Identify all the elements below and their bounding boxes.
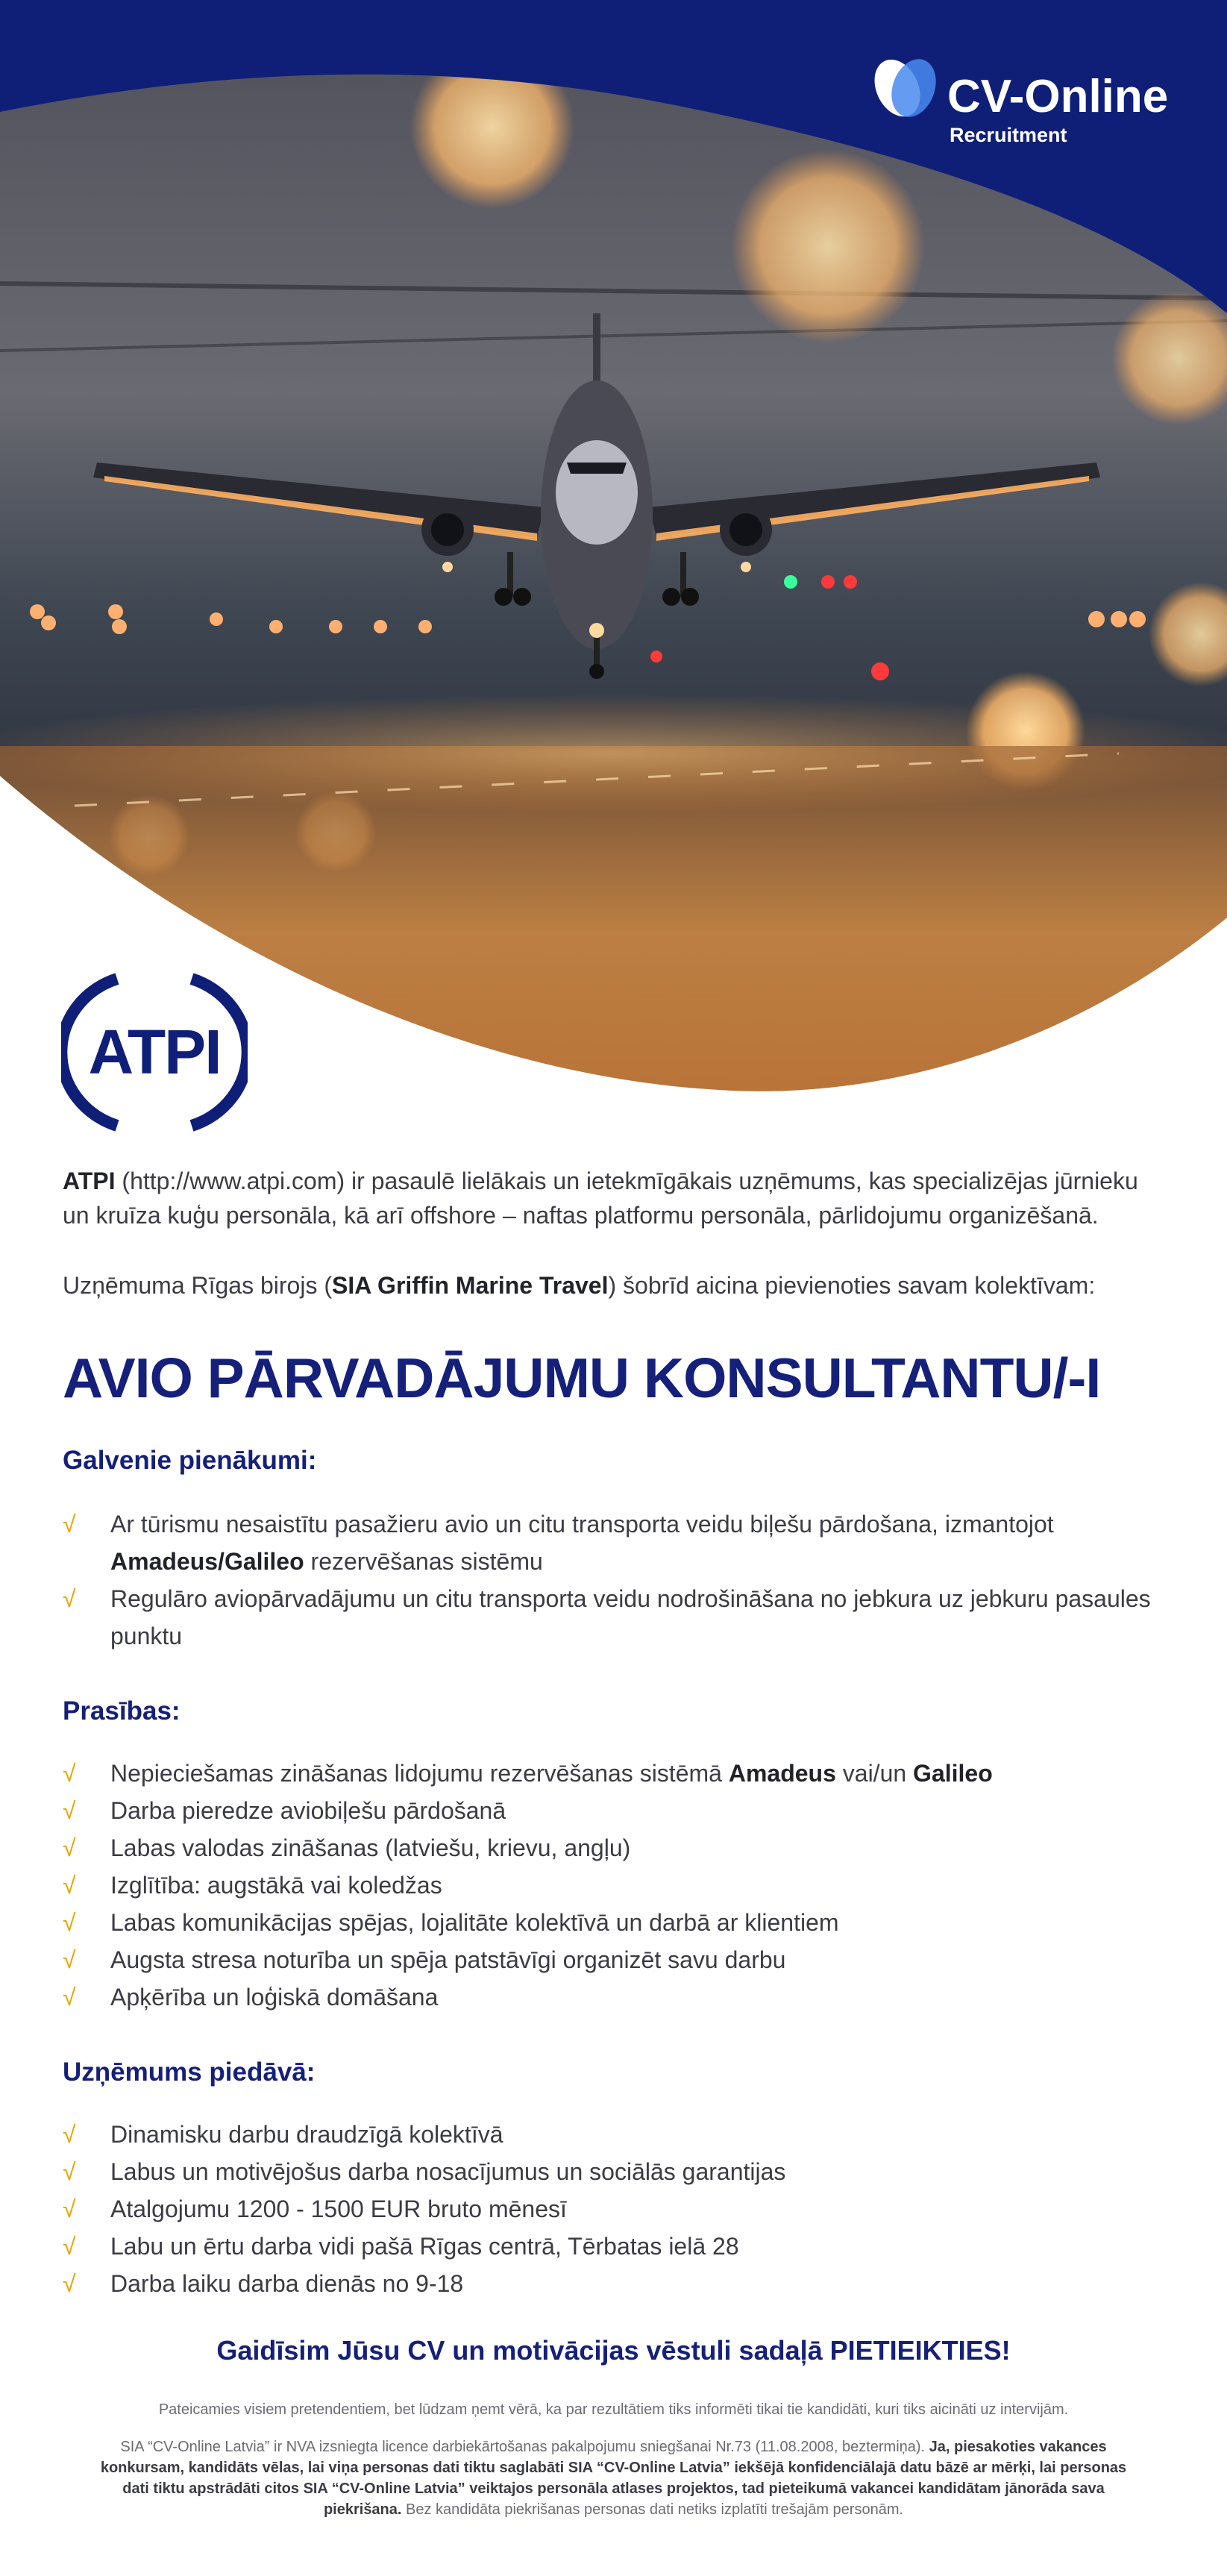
list-item xyxy=(63,1755,1167,1792)
footer-legal xyxy=(97,2436,1130,2520)
office-name: SIA Griffin Marine Travel xyxy=(332,1272,609,1299)
office-suffix: ) šobrīd aicina pievienoties savam kolektīvam: xyxy=(608,1272,1096,1299)
check-icon: √ xyxy=(63,1585,76,1612)
check-icon: √ xyxy=(63,2233,76,2260)
brand-name: CV-Online xyxy=(947,71,1169,122)
cv-online-logo-icon xyxy=(869,52,944,127)
office-prefix: Uzņēmuma Rīgas birojs ( xyxy=(63,1272,332,1299)
footer-thanks: Pateicamies visiem pretendentiem, bet lūdzam ņemt vērā, ka par rezultātiem tiks informēti tikai tie kandidāti, kuri tiks aicināti uz intervijām. xyxy=(158,2401,1069,2418)
list-item xyxy=(63,2228,1167,2265)
check-icon: √ xyxy=(63,2196,76,2222)
item-text: Izglītība: augstākā vai koledžas xyxy=(110,1872,442,1899)
brand-tagline: Recruitment xyxy=(950,124,1067,146)
atpi-logo-text: ATPI xyxy=(88,1017,221,1087)
check-icon: √ xyxy=(63,1946,76,1973)
item-text: Labus un motivējošus darba nosacījumus un sociālās garantijas xyxy=(110,2158,786,2185)
item-highlight: Galileo xyxy=(913,1760,993,1787)
check-icon: √ xyxy=(63,2270,76,2297)
requirements-list xyxy=(63,1755,1167,2016)
office-intro xyxy=(63,1268,1167,1303)
check-icon: √ xyxy=(63,1760,76,1787)
list-item xyxy=(63,2190,1167,2228)
list-item xyxy=(63,1580,1167,1655)
item-text: rezervēšanas sistēmu xyxy=(304,1548,543,1575)
check-icon: √ xyxy=(63,1909,76,1936)
item-text: Apķērība un loģiskā domāšana xyxy=(110,1984,439,2011)
company-description: ir pasaulē lielākais un ietekmīgākais uzņēmums, kas specializējas jūrnieku un kruīza kuģu personāla, kā arī offshore – naftas platformu personāla, pārlidojumu organizēšanā. xyxy=(63,1168,1138,1229)
check-icon: √ xyxy=(63,1872,76,1899)
check-icon: √ xyxy=(63,1984,76,2011)
list-item xyxy=(63,1829,1167,1867)
company-url[interactable]: (http://www.atpi.com) xyxy=(122,1168,345,1194)
check-icon: √ xyxy=(63,2158,76,2185)
item-text: Labas komunikācijas spējas, lojalitāte kolektīvā un darbā ar klientiem xyxy=(110,1909,839,1936)
item-text: Labu un ērtu darba vidi pašā Rīgas centrā, Tērbatas ielā 28 xyxy=(110,2233,739,2260)
company-intro xyxy=(63,1164,1167,1232)
check-icon: √ xyxy=(63,1834,76,1861)
item-text: Regulāro aviopārvadājumu un citu transporta veidu nodrošināšana no jebkura uz jebkuru pasaules punktu xyxy=(110,1585,1151,1649)
check-icon: √ xyxy=(63,2121,76,2148)
item-highlight: Amadeus/Galileo xyxy=(110,1548,304,1575)
hero-section xyxy=(0,0,1227,1119)
legal-text: Bez kandidāta piekrišanas personas dati netiks izplatīti trešajām personām. xyxy=(401,2501,904,2518)
item-text: Atalgojumu 1200 - 1500 EUR bruto mēnesī xyxy=(110,2196,567,2222)
airplane-landing-photo xyxy=(0,0,1227,1119)
list-item xyxy=(63,1941,1167,1978)
job-ad-body xyxy=(63,1164,1167,2302)
item-text: Ar tūrismu nesaistītu pasažieru avio un citu transporta veidu biļešu pārdošana, izmantojot xyxy=(110,1511,1054,1538)
list-item xyxy=(63,1792,1167,1829)
cv-online-brand[interactable] xyxy=(869,52,1182,149)
item-highlight: Amadeus xyxy=(728,1760,836,1787)
list-item xyxy=(63,2153,1167,2190)
atpi-logo xyxy=(61,968,248,1136)
check-icon: √ xyxy=(63,1511,76,1538)
list-item xyxy=(63,1904,1167,1941)
company-name: ATPI xyxy=(63,1168,116,1194)
item-text: Augsta stresa noturība un spēja patstāvīgi organizēt savu darbu xyxy=(110,1946,786,1973)
item-text: Dinamisku darbu draudzīgā kolektīvā xyxy=(110,2121,503,2148)
list-item xyxy=(63,2116,1167,2153)
item-text: Nepieciešamas zināšanas lidojumu rezervēšanas sistēmā xyxy=(110,1760,729,1787)
responsibilities-list xyxy=(63,1505,1167,1655)
check-icon: √ xyxy=(63,1797,76,1824)
footer-fine-print xyxy=(97,2399,1130,2520)
requirements-title: Prasības: xyxy=(63,1696,181,1726)
list-item xyxy=(63,2265,1167,2302)
list-item xyxy=(63,1505,1167,1580)
item-text: Darba pieredze aviobiļešu pārdošanā xyxy=(110,1797,506,1824)
legal-consent-text: Ja, piesakoties vakances konkursam, kandidāts vēlas, lai viņa personas dati tiktu saglabāti SIA “CV-Online Latvia” iekšējā konfidenciālajā datu bāzē ar mērķi, lai personas dati tiktu apstrādāti citos SIA “CV-Online Latvia” veiktajos personāla atlases projektos, tad pieteikumā vakancei kandidātam jānorāda sava piekrišana. xyxy=(100,2439,1127,2518)
apply-call-to-action[interactable]: Gaidīsim Jūsu CV un motivācijas vēstuli sadaļā PIETIEIKTIES! xyxy=(216,2335,1011,2366)
offer-title: Uzņēmums piedāvā: xyxy=(63,2058,316,2087)
list-item xyxy=(63,1867,1167,1904)
item-text: Labas valodas zināšanas (latviešu, krievu, angļu) xyxy=(110,1834,631,1861)
offer-list xyxy=(63,2116,1167,2302)
legal-text: SIA “CV-Online Latvia” ir NVA izsniegta licence darbiekārtošanas pakalpojumu sniegšanai Nr.73 (11.08.2008, beztermiņa). xyxy=(120,2439,929,2455)
item-text: vai/un xyxy=(835,1760,914,1787)
responsibilities-title: Galvenie pienākumi: xyxy=(63,1446,317,1475)
list-item xyxy=(63,1978,1167,2016)
item-text: Darba laiku darba dienās no 9-18 xyxy=(110,2270,464,2297)
job-title: AVIO PĀRVADĀJUMU KONSULTANTU/-I xyxy=(63,1347,1101,1409)
